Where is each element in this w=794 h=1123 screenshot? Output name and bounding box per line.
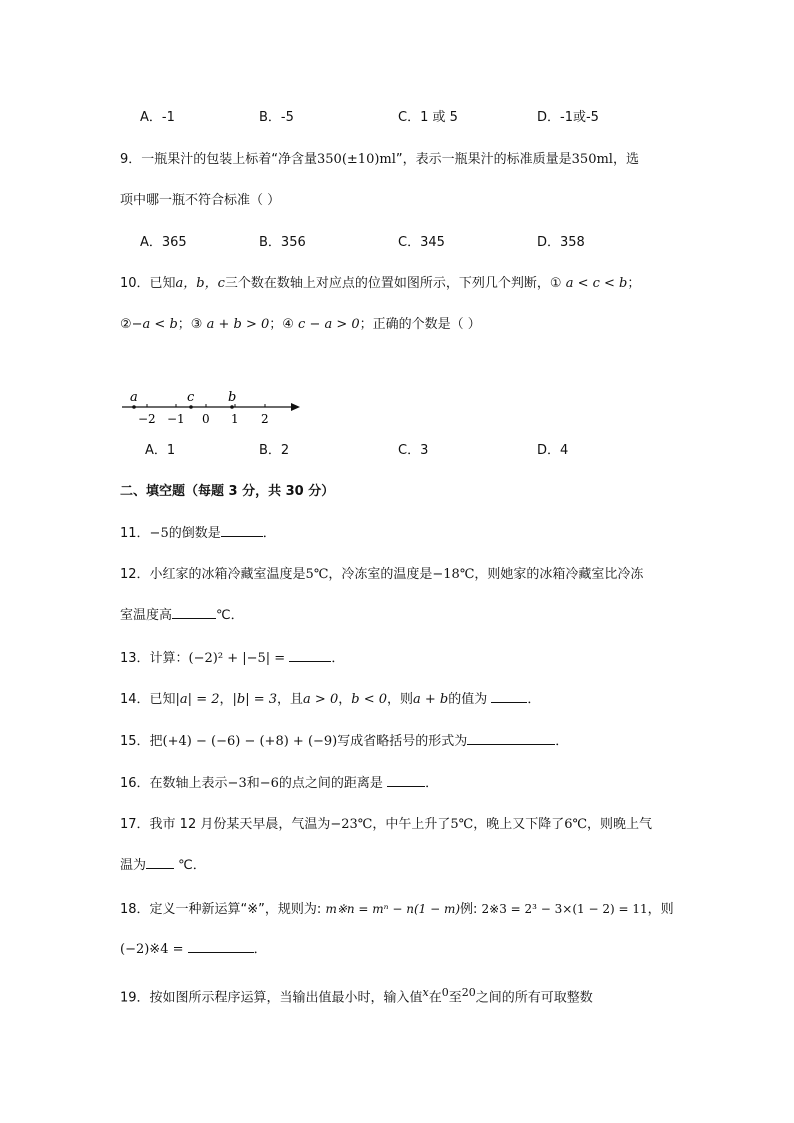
q14-cond-a: a > 0	[303, 692, 339, 707]
q10-text: 10．已知	[120, 276, 176, 291]
q12-line-1	[120, 565, 643, 585]
q18-line-1	[120, 899, 674, 920]
label-c: c	[187, 390, 195, 405]
q16-end: ．	[425, 776, 439, 791]
axis-arrow	[291, 403, 300, 411]
q18-blank[interactable]	[188, 940, 254, 953]
q17-temp-1: −23℃	[330, 817, 373, 832]
q14-sum: a + b	[413, 692, 449, 707]
q17-blank[interactable]	[146, 856, 174, 869]
q10-line-1	[120, 274, 640, 294]
tick-label-2: 2	[261, 412, 269, 426]
q10-judgement-3: a + b > 0	[206, 317, 270, 332]
q14-text: 的值为	[448, 692, 488, 707]
q16-num-1: −3	[227, 776, 247, 791]
q12-text: ，则她家的冰箱冷藏室比冷冻	[474, 567, 644, 582]
q16-blank[interactable]	[387, 774, 425, 787]
q12-end: ℃．	[216, 608, 244, 623]
q12-temp-2: −18℃	[432, 567, 475, 582]
q19-text: 之间的所有可取整数	[475, 990, 593, 1006]
q9-standard: 350ml	[571, 152, 613, 167]
label-a: a	[130, 390, 138, 405]
q11-number: −5	[149, 526, 169, 541]
q14-text: ，且	[277, 692, 304, 707]
q15-text: 写成省略括号的形式为	[337, 734, 468, 749]
q9-option-d: D．358	[537, 235, 585, 250]
q15-blank[interactable]	[467, 732, 555, 745]
q10-text: ；	[627, 276, 641, 291]
q18-line-2	[120, 940, 267, 960]
q8-option-c: C．1 或 5	[398, 110, 458, 125]
q17-text: 17．我市 12 月份某天早晨，气温为	[120, 817, 331, 832]
q11	[120, 524, 276, 544]
q10-num-2: ②	[120, 317, 132, 332]
q17-line-1	[120, 815, 652, 835]
q9-option-b: B．356	[259, 235, 306, 250]
q18-question: (−2)※4 =	[120, 942, 184, 957]
q12-text: 12．小红家的冰箱冷藏室温度是	[120, 567, 306, 582]
q18-rule: m※n = mⁿ − n(1 − m)	[325, 902, 460, 916]
q11-blank[interactable]	[221, 524, 263, 537]
tick-label-1: 1	[231, 412, 239, 426]
q14-end: ．	[527, 692, 541, 707]
q10-text: ；正确的个数是（ ）	[359, 317, 481, 332]
q19-twenty: 20	[461, 986, 476, 999]
q9-line-1	[120, 150, 639, 170]
q9-net-content: 350(±10)ml	[317, 152, 396, 167]
q10-option-b: B．2	[259, 443, 290, 458]
q13-expression: (−2)² + |−5| =	[188, 651, 286, 666]
q11-num: 11．	[120, 526, 150, 541]
q14	[120, 690, 540, 710]
q18-text: 例:	[460, 902, 478, 917]
q10-line-2	[120, 315, 481, 335]
q18-text: 18．定义一种新运算“※”，规则为:	[120, 902, 322, 917]
q10-vars: a，b，c	[175, 276, 225, 291]
point-c	[189, 405, 193, 409]
q19-text: 至	[448, 990, 462, 1006]
q10-judgement-4: c − a > 0	[298, 317, 360, 332]
section-heading: 二、填空题（每题 3 分，共 30 分）	[120, 484, 335, 499]
q14-blank[interactable]	[491, 690, 527, 703]
q14-cond-b: b < 0	[351, 692, 387, 707]
number-line-figure	[118, 386, 308, 428]
q10-option-a: A．1	[145, 443, 176, 458]
q12-blank[interactable]	[172, 606, 216, 619]
q8-option-a: A．-1	[140, 110, 175, 125]
q14-abs-b: |b| = 3	[232, 692, 278, 707]
q17-text: ，晚上又下降了	[473, 817, 565, 832]
q11-end: ．	[262, 526, 276, 541]
q17-text: ，中午上升了	[372, 817, 451, 832]
q9-option-c: C．345	[398, 235, 445, 250]
q8-option-d: D．-1或-5	[537, 110, 599, 125]
q12-text: 室温度高	[120, 608, 173, 623]
q19-x: x	[422, 986, 429, 999]
q12-line-2	[120, 606, 244, 626]
q15-text: 15．把	[120, 734, 163, 749]
point-a	[132, 405, 136, 409]
q19-text: 19．按如图所示程序运算，当输出值最小时，输入值	[120, 990, 423, 1006]
q14-text: 14．已知	[120, 692, 176, 707]
q10-option-d: D．4	[537, 443, 569, 458]
q16-text: 和	[246, 776, 260, 791]
q17-temp-2: 5℃	[450, 817, 474, 832]
q15	[120, 732, 568, 752]
q13-blank[interactable]	[289, 649, 331, 662]
q18-example: 2※3 = 2³ − 3×(1 − 2) = 11	[481, 902, 648, 916]
q13	[120, 649, 344, 669]
tick-label-neg2: −2	[138, 412, 156, 426]
q18-end: ．	[253, 942, 267, 957]
point-b	[230, 405, 234, 409]
q17-end: ℃．	[178, 858, 206, 873]
tick-label-neg1: −1	[167, 412, 185, 426]
q9-line-2: 项中哪一瓶不符合标准（ ）	[120, 193, 281, 208]
q10-num-3: ；③	[177, 317, 203, 332]
q16	[120, 774, 438, 794]
q8-option-b: B．-5	[259, 110, 294, 125]
q17-text: 温为	[120, 858, 147, 873]
q9-text: ，选	[612, 152, 639, 167]
q9-text: 9．一瓶果汁的包装上标着“净含量	[120, 152, 318, 167]
q13-end: ．	[331, 651, 345, 666]
q19	[120, 983, 593, 1008]
q10-option-c: C．3	[398, 443, 429, 458]
q15-expression: (+4) − (−6) − (+8) + (−9)	[162, 734, 338, 749]
q13-text: 13．计算：	[120, 651, 189, 666]
q16-text: 的点之间的距离是	[278, 776, 383, 791]
q9-option-a: A．365	[140, 235, 187, 250]
q10-num-4: ；④	[269, 317, 294, 332]
q17-line-2	[120, 856, 206, 876]
q14-text: ，则	[387, 692, 414, 707]
tick-label-0: 0	[202, 412, 210, 426]
q10-judgement-2: −a < b	[131, 317, 178, 332]
q11-text: 的倒数是	[168, 526, 221, 541]
q16-text: 16．在数轴上表示	[120, 776, 228, 791]
q18-text: ，则	[647, 902, 674, 917]
q10-judgement-1: a < c < b	[565, 276, 628, 291]
q17-temp-3: 6℃	[564, 817, 588, 832]
label-b: b	[228, 390, 237, 405]
q14-sep: ，	[219, 692, 233, 707]
q14-sep: ，	[338, 692, 352, 707]
q10-text: 三个数在数轴上对应点的位置如图所示，下列几个判断，①	[224, 276, 562, 291]
q17-text: ，则晚上气	[587, 817, 653, 832]
q19-text: 在	[428, 990, 442, 1006]
q12-text: ，冷冻室的温度是	[328, 567, 433, 582]
q9-text: ”，表示一瓶果汁的标准质量是	[395, 152, 572, 167]
q12-temp-1: 5℃	[305, 567, 329, 582]
q16-num-2: −6	[259, 776, 279, 791]
q14-abs-a: |a| = 2	[175, 692, 220, 707]
q15-end: ．	[555, 734, 569, 749]
q19-zero: 0	[441, 986, 449, 999]
